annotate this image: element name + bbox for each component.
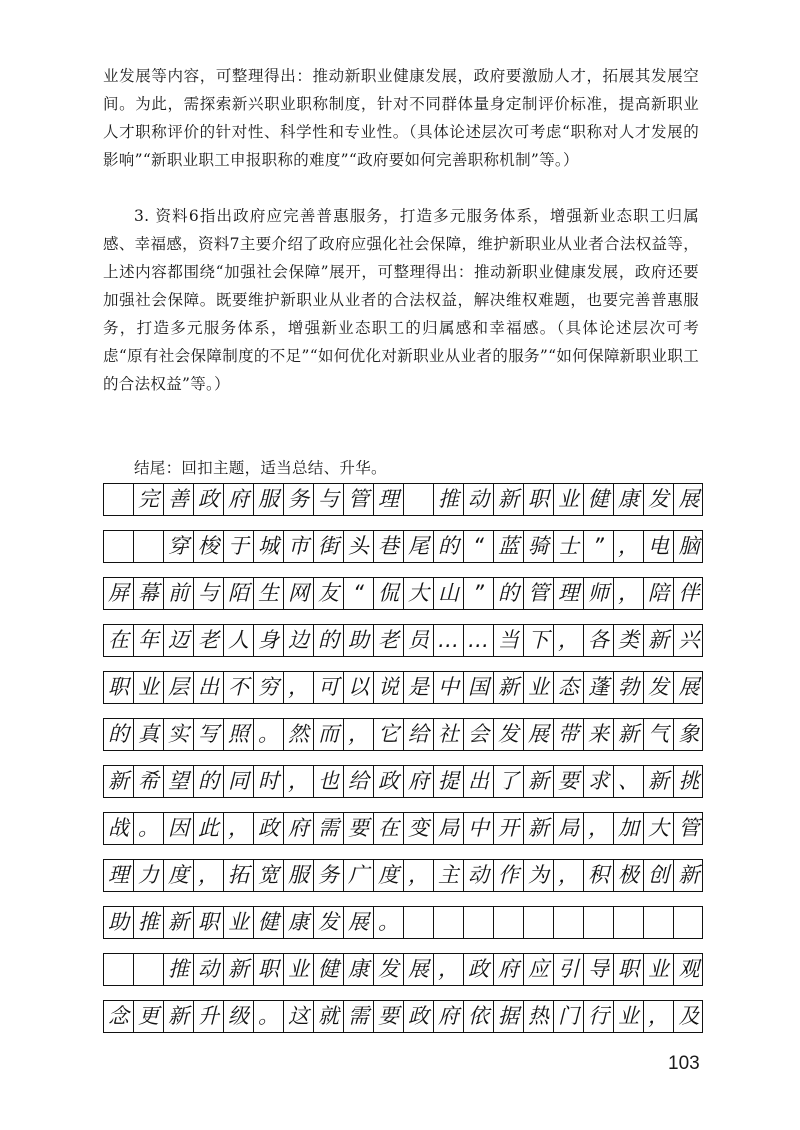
essay-grid-cell: ” (464, 578, 494, 609)
essay-grid-cell: 理 (554, 578, 584, 609)
essay-grid-cell: ， (224, 813, 254, 844)
essay-grid-cell: 健 (254, 907, 284, 938)
essay-grid-cell (104, 484, 134, 515)
essay-grid-cell: 师 (584, 578, 614, 609)
essay-grid-cell (644, 907, 674, 938)
essay-grid-cell: 在 (374, 813, 404, 844)
essay-grid-cell: 府 (284, 813, 314, 844)
essay-grid-cell: 应 (524, 954, 554, 985)
essay-grid-cell: ， (584, 813, 614, 844)
essay-grid-cell: 望 (164, 766, 194, 797)
essay-grid-cell: 升 (194, 1001, 224, 1032)
essay-grid-cell: 国 (464, 672, 494, 703)
essay-grid-cell: 然 (284, 719, 314, 750)
essay-grid-cell: 来 (584, 719, 614, 750)
essay-grid-cell: 拓 (224, 860, 254, 891)
essay-grid-row (103, 624, 703, 657)
essay-grid-cell (464, 907, 494, 938)
essay-grid-cell: 新 (164, 907, 194, 938)
essay-grid-cell: 政 (374, 766, 404, 797)
essay-grid-cell: 的 (104, 719, 134, 750)
essay-grid-cell: 管 (678, 816, 700, 840)
essay-grid-cell: 战 (104, 813, 134, 844)
essay-grid-cell: 这 (284, 1001, 314, 1032)
essay-grid-cell: 带 (554, 719, 584, 750)
essay-grid-cell (494, 907, 524, 938)
essay-grid-cell (554, 907, 584, 938)
essay-grid-cell: 的 (194, 766, 224, 797)
essay-grid-cell: 热 (524, 1001, 554, 1032)
essay-grid-cell: 助 (344, 625, 374, 656)
essay-grid-cell: 政 (404, 1001, 434, 1032)
essay-grid-cell: 可 (314, 672, 344, 703)
essay-grid-row (103, 906, 703, 939)
essay-grid-cell (404, 484, 434, 515)
essay-grid-cell: 说 (374, 672, 404, 703)
essay-grid-cell: ” (584, 531, 614, 562)
essay-grid-cell: 更 (134, 1001, 164, 1032)
essay-grid-cell: 也 (314, 766, 344, 797)
essay-grid-cell: 挑 (678, 769, 700, 793)
essay-grid-cell: 中 (464, 813, 494, 844)
essay-grid-cell: 府 (434, 1001, 464, 1032)
essay-grid-cell: 府 (224, 484, 254, 515)
essay-grid-cell: 陪 (644, 578, 674, 609)
essay-grid-cell: 与 (194, 578, 224, 609)
essay-grid-cell: 推 (434, 484, 464, 515)
essay-grid-cell: 职 (614, 954, 644, 985)
essay-grid-cell: 需 (314, 813, 344, 844)
essay-grid-cell: 头 (344, 531, 374, 562)
essay-grid-cell: ， (434, 954, 464, 985)
essay-grid-cell: “ (344, 578, 374, 609)
essay-grid-cell: 新 (524, 766, 554, 797)
essay-grid-cell: 。 (134, 813, 164, 844)
page-number: 103 (668, 1053, 700, 1074)
essay-grid-cell: 职 (194, 907, 224, 938)
essay-grid-row (103, 671, 703, 704)
essay-grid-cell: 在 (104, 625, 134, 656)
essay-grid-cell: 新 (644, 625, 674, 656)
essay-grid-cell: 动 (464, 860, 494, 891)
essay-grid-cell: 主 (434, 860, 464, 891)
essay-grid-cell: 政 (194, 484, 224, 515)
essay-grid-cell: 各 (584, 625, 614, 656)
essay-grid-cell: 要 (344, 813, 374, 844)
essay-grid-cell: 巷 (374, 531, 404, 562)
essay-grid-cell: 依 (464, 1001, 494, 1032)
essay-grid-row (103, 812, 703, 845)
essay-grid-cell: 梭 (194, 531, 224, 562)
essay-grid-cell: 了 (494, 766, 524, 797)
essay-grid-cell: 新 (164, 1001, 194, 1032)
essay-grid-cell: 希 (134, 766, 164, 797)
essay-grid-cell: 求 (584, 766, 614, 797)
essay-grid-cell: 尾 (404, 531, 434, 562)
essay-grid-cell: 大 (404, 578, 434, 609)
essay-grid-cell: 积 (584, 860, 614, 891)
essay-grid-cell: 发 (494, 719, 524, 750)
essay-grid-cell: 据 (494, 1001, 524, 1032)
essay-grid-cell: 前 (164, 578, 194, 609)
essay-grid-cell: 网 (284, 578, 314, 609)
essay-grid-cell: 态 (554, 672, 584, 703)
essay-grid-cell: 引 (554, 954, 584, 985)
essay-grid-cell: 出 (194, 672, 224, 703)
essay-grid-cell: 度 (374, 860, 404, 891)
essay-grid-cell: 的 (434, 531, 464, 562)
essay-grid-row (103, 765, 703, 798)
essay-grid-cell: 身 (254, 625, 284, 656)
essay-grid-cell: 局 (434, 813, 464, 844)
essay-grid-cell: 极 (614, 860, 644, 891)
essay-grid-cell: 老 (374, 625, 404, 656)
essay-grid-cell: 行 (584, 1001, 614, 1032)
essay-grid-cell: ， (284, 766, 314, 797)
essay-grid-cell: 以 (344, 672, 374, 703)
essay-grid-cell: 穷 (254, 672, 284, 703)
essay-grid-cell: 真 (134, 719, 164, 750)
essay-grid-cell: 动 (194, 954, 224, 985)
essay-grid-cell: 级 (224, 1001, 254, 1032)
essay-grid-cell: 街 (314, 531, 344, 562)
essay-grid-cell: 象 (678, 722, 700, 746)
essay-grid-cell: ， (644, 1001, 674, 1032)
essay-grid-cell: 加 (614, 813, 644, 844)
essay-grid-cell: 生 (254, 578, 284, 609)
essay-grid-cell: 新 (494, 672, 524, 703)
essay-grid-cell: 业 (524, 672, 554, 703)
essay-grid-cell: … (464, 625, 494, 656)
essay-grid-cell: 理 (104, 860, 134, 891)
essay-grid-cell (404, 907, 434, 938)
essay-grid-cell: 理 (374, 484, 404, 515)
essay-grid-cell: 的 (314, 625, 344, 656)
essay-grid-cell: 不 (224, 672, 254, 703)
essay-grid-cell: 需 (344, 1001, 374, 1032)
essay-grid-cell: 新 (614, 719, 644, 750)
essay-grid-cell: 完 (134, 484, 164, 515)
essay-grid-cell: 因 (164, 813, 194, 844)
essay-grid-cell: 局 (554, 813, 584, 844)
essay-grid-cell: 类 (614, 625, 644, 656)
essay-grid-cell: ， (344, 719, 374, 750)
essay-grid-cell: 与 (314, 484, 344, 515)
essay-grid-cell: 宽 (254, 860, 284, 891)
essay-grid-cell: 时 (254, 766, 284, 797)
essay-grid-cell: 念 (104, 1001, 134, 1032)
essay-grid-cell: 康 (284, 907, 314, 938)
essay-grid-cell: 实 (164, 719, 194, 750)
essay-grid-cell: 会 (464, 719, 494, 750)
essay-grid-cell: 职 (254, 954, 284, 985)
essay-grid-cell: 年 (134, 625, 164, 656)
essay-grid-cell (674, 907, 704, 938)
essay-grid-cell: 康 (614, 484, 644, 515)
essay-grid-row (103, 953, 703, 986)
essay-grid-cell: 业 (554, 484, 584, 515)
essay-grid-cell: 推 (134, 907, 164, 938)
essay-grid-cell: 力 (134, 860, 164, 891)
essay-grid-cell (104, 531, 134, 562)
essay-grid-cell: … (434, 625, 464, 656)
essay-grid-row (103, 530, 703, 563)
essay-grid-cell: 新 (644, 766, 674, 797)
essay-grid-cell: 新 (524, 813, 554, 844)
essay-grid-cell: 给 (344, 766, 374, 797)
essay-grid-cell: 给 (404, 719, 434, 750)
essay-grid-cell: 业 (614, 1001, 644, 1032)
essay-grid-cell: 观 (678, 957, 700, 981)
essay-grid-cell: 业 (284, 954, 314, 985)
essay-grid-cell: 山 (434, 578, 464, 609)
essay-grid-cell: 蓝 (494, 531, 524, 562)
essay-grid-cell: ， (404, 860, 434, 891)
essay-grid-cell: 业 (644, 954, 674, 985)
essay-grid-cell: 度 (164, 860, 194, 891)
essay-grid-cell: 是 (404, 672, 434, 703)
essay-grid-cell: 士 (554, 531, 584, 562)
essay-grid-cell: 侃 (374, 578, 404, 609)
essay-grid-cell: 业 (224, 907, 254, 938)
essay-grid-cell: 为 (524, 860, 554, 891)
essay-grid-cell: 当 (494, 625, 524, 656)
essay-grid-cell: 它 (374, 719, 404, 750)
essay-grid-row (103, 577, 703, 610)
essay-grid-cell: 、 (614, 766, 644, 797)
essay-grid-cell: 迈 (164, 625, 194, 656)
essay-grid-cell: 展 (404, 954, 434, 985)
essay-grid-cell: 服 (284, 860, 314, 891)
essay-grid-cell: 展 (344, 907, 374, 938)
essay-grid-cell: ， (194, 860, 224, 891)
essay-grid-cell: 勃 (614, 672, 644, 703)
essay-grid-cell: 广 (344, 860, 374, 891)
essay-grid-cell: 作 (494, 860, 524, 891)
essay-grid-cell: 友 (314, 578, 344, 609)
essay-grid-cell: 而 (314, 719, 344, 750)
essay-grid-row (103, 859, 703, 892)
essay-grid-cell: 气 (644, 719, 674, 750)
essay-grid-cell: 陌 (224, 578, 254, 609)
essay-grid-cell: 社 (434, 719, 464, 750)
essay-grid-cell: 善 (164, 484, 194, 515)
essay-grid-cell: 职 (524, 484, 554, 515)
essay-grid-cell: 新 (678, 863, 700, 887)
essay-grid-cell: 此 (194, 813, 224, 844)
essay-grid-cell: 变 (404, 813, 434, 844)
essay-grid-cell: 展 (678, 675, 700, 699)
essay-grid-cell: “ (464, 531, 494, 562)
essay-grid-cell: 新 (104, 766, 134, 797)
essay-grid-cell: 发 (374, 954, 404, 985)
essay-grid-cell: 健 (314, 954, 344, 985)
essay-grid-cell: 服 (254, 484, 284, 515)
essay-grid-cell: 市 (284, 531, 314, 562)
essay-grid-cell: 蓬 (584, 672, 614, 703)
intro-paragraph: 业发展等内容，可整理得出：推动新职业健康发展，政府要激励人才，拓展其发展空间。为此，需探索新兴职业职称制度，针对不同群体量身定制评价标准，提高新职业人才职称评价的针对性、科学性和专业性。（具体论述层次可考虑“职称对人才发展的影响”“新职业职工申报职称的难度”“政府要如何完善职称机制”等。） (103, 67, 699, 169)
essay-grid-cell: ， (614, 531, 644, 562)
essay-grid-cell: 同 (224, 766, 254, 797)
essay-grid-cell: 要 (374, 1001, 404, 1032)
essay-grid-cell: 助 (104, 907, 134, 938)
essay-grid-cell: 下 (524, 625, 554, 656)
essay-grid-cell (614, 907, 644, 938)
essay-grid-cell: 动 (464, 484, 494, 515)
essay-grid-cell (134, 531, 164, 562)
essay-grid-cell: 中 (434, 672, 464, 703)
essay-grid-cell: 于 (224, 531, 254, 562)
essay-grid-cell: 务 (314, 860, 344, 891)
essay-grid-row (103, 718, 703, 751)
essay-grid-cell: ， (284, 672, 314, 703)
essay-grid-cell: 提 (434, 766, 464, 797)
essay-grid-cell: 新 (224, 954, 254, 985)
essay-grid-cell: 门 (554, 1001, 584, 1032)
essay-grid-cell: 城 (254, 531, 284, 562)
essay-grid-cell: 照 (224, 719, 254, 750)
essay-grid-cell: 就 (314, 1001, 344, 1032)
essay-grid-cell (134, 954, 164, 985)
essay-grid-cell: 电 (644, 531, 674, 562)
essay-grid-cell: 府 (494, 954, 524, 985)
essay-grid-cell (524, 907, 554, 938)
point-3-paragraph: 3. 资料6指出政府应完善普惠服务，打造多元服务体系，增强新业态职工归属感、幸福感，资料7主要介绍了政府应强化社会保障，维护新职业从业者合法权益等，上述内容都围绕“加强社会保障”展开，可整理得出：推动新职业健康发展，政府还要加强社会保障。既要维护新职业从业者的合法权益，解决维权难题，也要完善普惠服务，打造多元服务体系，增强新业态职工的归属感和幸福感。（具体论述层次可考虑“原有社会保障制度的不足”“如何优化对新职业从业者的服务”“如何保障新职业职工的合法权益”等。） (103, 207, 699, 393)
essay-grid-cell: 。 (374, 907, 404, 938)
essay-grid-cell: 导 (584, 954, 614, 985)
essay-grid-cell: 开 (494, 813, 524, 844)
essay-grid-cell: 伴 (678, 581, 700, 605)
essay-grid-cell: 推 (164, 954, 194, 985)
ending-paragraph: 结尾：回扣主题，适当总结、升华。 (134, 459, 387, 477)
essay-grid-cell: 兴 (678, 628, 700, 652)
essay-grid-cell: 康 (344, 954, 374, 985)
essay-grid-cell: ， (554, 625, 584, 656)
essay-grid-cell (584, 907, 614, 938)
essay-grid-cell (104, 954, 134, 985)
essay-grid-cell: 业 (134, 672, 164, 703)
essay-grid-cell: 新 (494, 484, 524, 515)
essay-grid-cell (434, 907, 464, 938)
essay-grid-cell: 层 (164, 672, 194, 703)
essay-grid-cell: ， (614, 578, 644, 609)
essay-grid-cell: 写 (194, 719, 224, 750)
essay-grid-cell: 老 (194, 625, 224, 656)
essay-grid-cell: 政 (254, 813, 284, 844)
essay-grid-cell: 发 (644, 484, 674, 515)
essay-grid (103, 483, 703, 1047)
essay-grid-cell: 。 (254, 719, 284, 750)
essay-grid-cell: 骑 (524, 531, 554, 562)
essay-grid-cell: 管 (524, 578, 554, 609)
essay-grid-cell: 。 (254, 1001, 284, 1032)
essay-grid-cell: 政 (464, 954, 494, 985)
essay-grid-cell: 屏 (104, 578, 134, 609)
essay-grid-cell: 务 (284, 484, 314, 515)
essay-grid-cell: 的 (494, 578, 524, 609)
essay-grid-cell: 管 (344, 484, 374, 515)
essay-grid-cell: 发 (644, 672, 674, 703)
essay-grid-cell: 穿 (164, 531, 194, 562)
essay-grid-cell: 创 (644, 860, 674, 891)
essay-grid-cell: 幕 (134, 578, 164, 609)
essay-grid-cell: 府 (404, 766, 434, 797)
essay-grid-cell: 健 (584, 484, 614, 515)
essay-grid-cell: 出 (464, 766, 494, 797)
essay-grid-cell: 发 (314, 907, 344, 938)
essay-grid-row (103, 1000, 703, 1033)
essay-grid-cell: 边 (284, 625, 314, 656)
essay-grid-cell: 要 (554, 766, 584, 797)
essay-grid-cell: 员 (404, 625, 434, 656)
essay-grid-cell: 展 (524, 719, 554, 750)
essay-grid-cell: ， (554, 860, 584, 891)
essay-grid-cell: 及 (678, 1004, 700, 1028)
essay-grid-cell: 人 (224, 625, 254, 656)
essay-grid-cell: 展 (678, 487, 700, 511)
essay-grid-cell: 脑 (678, 534, 700, 558)
essay-grid-cell: 大 (644, 813, 674, 844)
essay-grid-row (103, 483, 703, 516)
essay-grid-cell: 职 (104, 672, 134, 703)
